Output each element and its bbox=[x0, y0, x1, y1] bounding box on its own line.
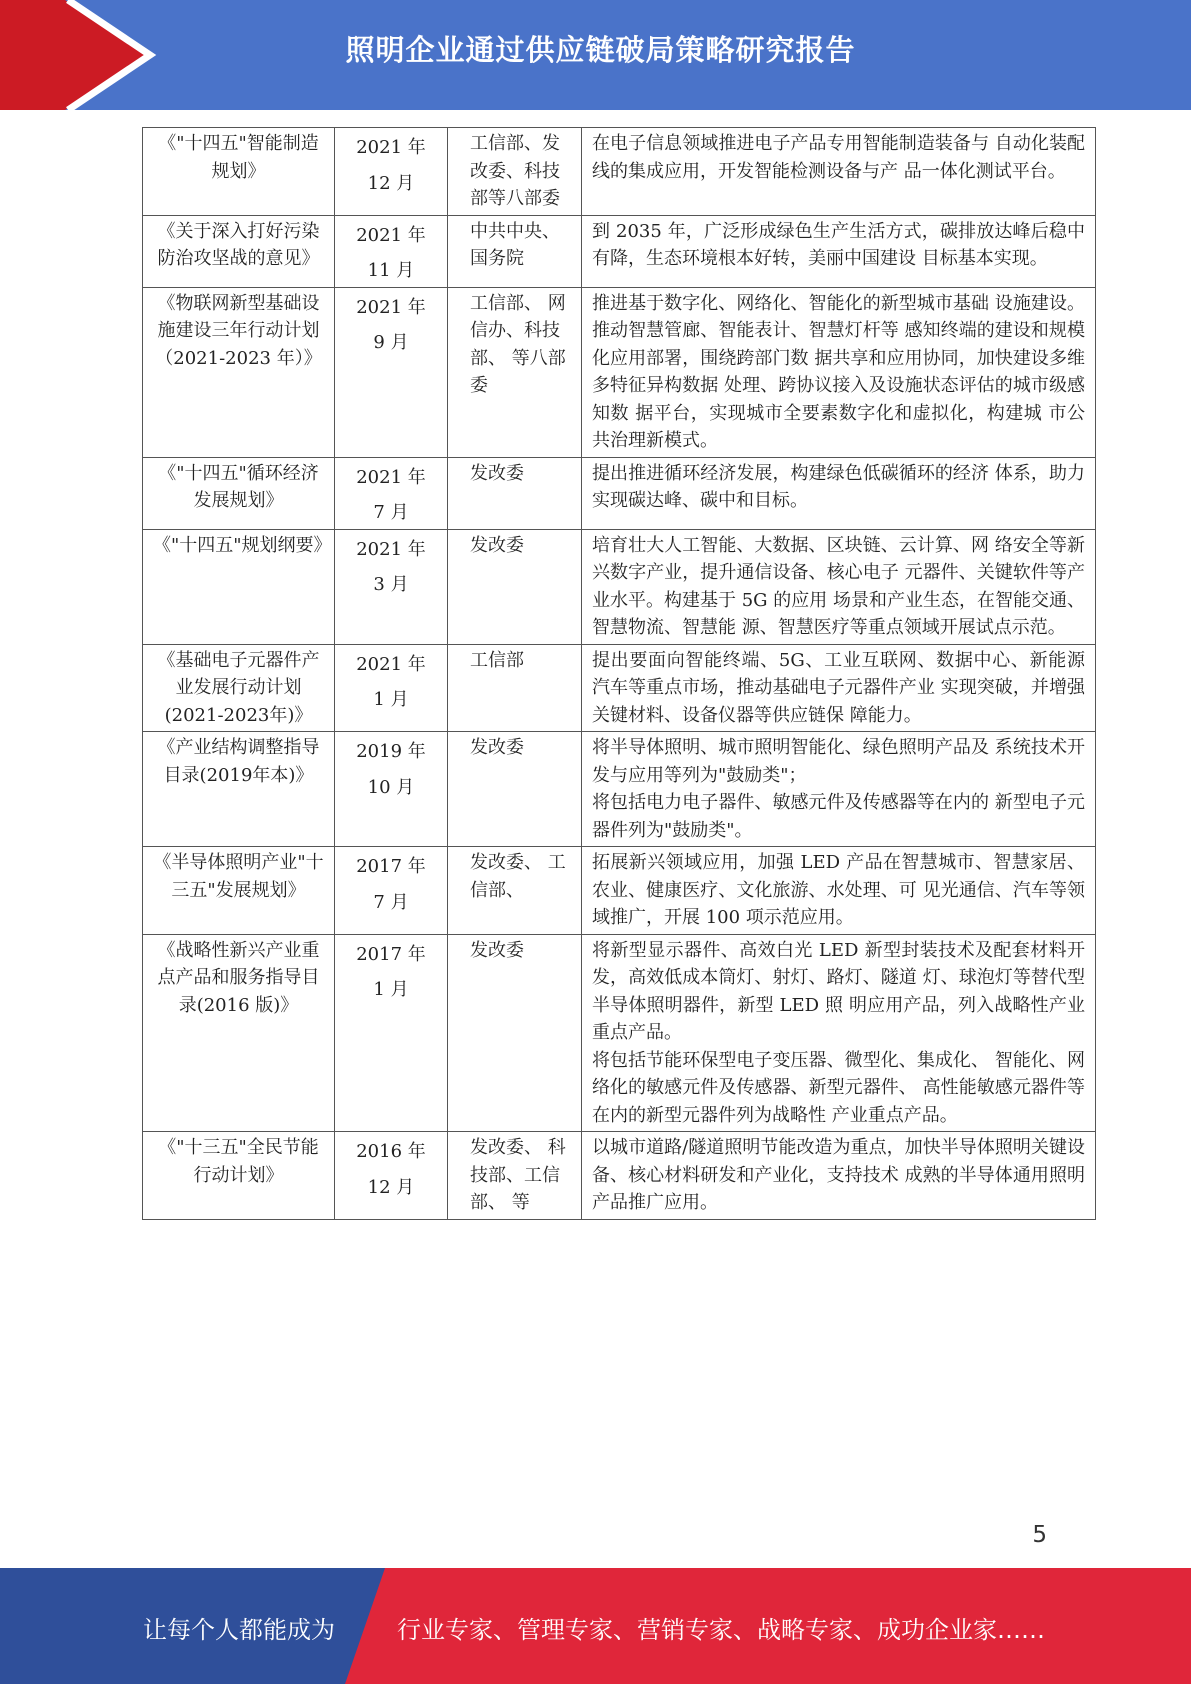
policy-department: 中共中央、国务院 bbox=[470, 220, 560, 269]
policy-year: 2017 年 bbox=[356, 943, 426, 965]
policy-date-cell bbox=[335, 529, 448, 644]
policy-name-cell: 《"十四五"规划纲要》 bbox=[143, 529, 335, 644]
policy-year: 2017 年 bbox=[356, 856, 426, 877]
policy-description-paragraph: 培育壮大人工智能、大数据、区块链、云计算、网 络安全等新兴数字产业，提升通信设备、核心电子 元器件、关键软件等产业水平。构建基于 5G 的应用 场景和产业生态，在智能交通、智慧物流、智慧能 源、智慧医疗等重点领域开展试点示范。 bbox=[592, 534, 1085, 638]
page-number: 5 bbox=[1032, 1522, 1047, 1548]
policy-description-cell bbox=[582, 128, 1096, 216]
policy-year: 2021 年 bbox=[356, 538, 426, 560]
footer-slogan-right: 行业专家、管理专家、营销专家、战略专家、成功企业家…… bbox=[397, 1616, 1045, 1644]
policy-description-cell bbox=[582, 287, 1096, 457]
policy-name-cell: 《"十三五"全民节能行动计划》 bbox=[143, 1132, 335, 1220]
table-row bbox=[143, 847, 1096, 935]
policy-year: 2021 年 bbox=[356, 466, 426, 488]
policy-year: 2021 年 bbox=[356, 653, 426, 675]
policy-name-cell: 《物联网新型基础设施建设三年行动计划（2021-2023 年）》 bbox=[143, 287, 335, 457]
policy-department: 发改委、 科技部、工信部、 等 bbox=[470, 1137, 566, 1213]
policy-department-cell bbox=[448, 732, 582, 847]
policy-date-cell bbox=[335, 287, 448, 457]
policy-description-paragraph: 将半导体照明、城市照明智能化、绿色照明产品及 系统技术开发与应用等列为"鼓励类"； bbox=[592, 737, 1085, 786]
policy-date-cell bbox=[335, 644, 448, 732]
policy-date-cell bbox=[335, 128, 448, 216]
policy-description-paragraph: 在电子信息领域推进电子产品专用智能制造装备与 自动化装配线的集成应用，开发智能检测设备与产 品一体化测试平台。 bbox=[592, 133, 1085, 182]
policy-month: 9 月 bbox=[373, 332, 409, 353]
policy-department-cell bbox=[448, 529, 582, 644]
policy-description-cell bbox=[582, 644, 1096, 732]
policy-department: 发改委 bbox=[470, 462, 524, 484]
policy-name-cell: 《半导体照明产业"十三五"发展规划》 bbox=[143, 847, 335, 935]
policy-date-cell bbox=[335, 934, 448, 1132]
policy-department-cell bbox=[448, 847, 582, 935]
page-footer bbox=[0, 1568, 1191, 1684]
policy-month: 1 月 bbox=[373, 689, 409, 710]
policy-month: 7 月 bbox=[373, 891, 409, 913]
table-row bbox=[143, 732, 1096, 847]
policy-year: 2021 年 bbox=[356, 296, 426, 318]
policy-name-cell: 《关于深入打好污染防治攻坚战的意见》 bbox=[143, 215, 335, 287]
policy-date-cell bbox=[335, 847, 448, 935]
policy-description-cell bbox=[582, 457, 1096, 529]
policy-department: 发改委、 工信部、 bbox=[470, 852, 566, 901]
policy-department-cell bbox=[448, 457, 582, 529]
policy-department-cell bbox=[448, 1132, 582, 1220]
table-row bbox=[143, 287, 1096, 457]
policy-department-cell bbox=[448, 934, 582, 1132]
policy-description-paragraph: 拓展新兴领域应用，加强 LED 产品在智慧城市、智慧家居、农业、健康医疗、文化旅游、水处理、可 见光通信、汽车等领域推广，开展 100 项示范应用。 bbox=[592, 852, 1085, 928]
table-row bbox=[143, 457, 1096, 529]
policy-month: 10 月 bbox=[367, 776, 415, 798]
policy-month: 12 月 bbox=[367, 1176, 415, 1198]
footer-slogan-left: 让每个人都能成为 bbox=[143, 1616, 335, 1644]
policy-month: 7 月 bbox=[373, 502, 409, 523]
policy-date-cell bbox=[335, 457, 448, 529]
policy-month: 3 月 bbox=[373, 574, 409, 595]
page-header bbox=[0, 0, 1191, 110]
policy-month: 12 月 bbox=[367, 172, 415, 194]
policy-department-cell bbox=[448, 215, 582, 287]
policy-description-cell bbox=[582, 529, 1096, 644]
policy-description-paragraph: 提出推进循环经济发展，构建绿色低碳循环的经济 体系，助力实现碳达峰、碳中和目标。 bbox=[592, 462, 1085, 511]
policy-name-cell: 《基础电子元器件产业发展行动计划(2021-2023年)》 bbox=[143, 644, 335, 732]
policy-description-cell bbox=[582, 1132, 1096, 1220]
table-row bbox=[143, 644, 1096, 732]
policy-description-paragraph: 到 2035 年，广泛形成绿色生产生活方式，碳排放达峰后稳中有降，生态环境根本好转，美丽中国建设 目标基本实现。 bbox=[592, 220, 1085, 269]
policy-date-cell bbox=[335, 1132, 448, 1220]
policy-table bbox=[142, 127, 1096, 1220]
policy-description-paragraph: 将包括节能环保型电子变压器、微型化、集成化、 智能化、网络化的敏感元件及传感器、新型元器件、 高性能敏感元器件等在内的新型元器件列为战略性 产业重点产品。 bbox=[592, 1049, 1085, 1126]
policy-description-paragraph: 提出要面向智能终端、5G、工业互联网、数据中心、新能源汽车等重点市场，推动基础电子元器件产业 实现突破，并增强关键材料、设备仪器等供应链保 障能力。 bbox=[592, 649, 1085, 726]
policy-month: 1 月 bbox=[373, 979, 409, 1000]
policy-description-cell bbox=[582, 215, 1096, 287]
policy-year: 2019 年 bbox=[356, 741, 426, 762]
policy-description-paragraph: 将包括电力电子器件、敏感元件及传感器等在内的 新型电子元器件列为"鼓励类"。 bbox=[592, 792, 1085, 841]
table-row bbox=[143, 934, 1096, 1132]
table-row bbox=[143, 215, 1096, 287]
policy-description-cell bbox=[582, 847, 1096, 935]
policy-description-cell bbox=[582, 934, 1096, 1132]
policy-department-cell bbox=[448, 644, 582, 732]
policy-department-cell bbox=[448, 287, 582, 457]
policy-description-paragraph: 推进基于数字化、网络化、智能化的新型城市基础 设施建设。推动智慧管廊、智能表计、智慧灯杆等 感知终端的建设和规模化应用部署，围绕跨部门数 据共享和应用协同，加快建设多维多特征异构数据 处理、跨协议接入及设施状态评估的城市级感知数 据平台，实现城市全要素数字化和虚拟化，构建城 市公共治理新模式。 bbox=[592, 292, 1085, 451]
policy-name-cell: 《产业结构调整指导目录(2019年本)》 bbox=[143, 732, 335, 847]
policy-name-cell: 《战略性新兴产业重点产品和服务指导目录(2016 版)》 bbox=[143, 934, 335, 1132]
policy-department: 工信部、发改委、科技部等八部委 bbox=[470, 133, 560, 209]
policy-department: 工信部、 网信办、科技部、 等八部委 bbox=[470, 292, 566, 396]
policy-month: 11 月 bbox=[367, 260, 415, 281]
table-row bbox=[143, 1132, 1096, 1220]
table-row bbox=[143, 128, 1096, 216]
policy-date-cell bbox=[335, 215, 448, 287]
policy-description-paragraph: 将新型显示器件、高效白光 LED 新型封装技术及配套材料开发，高效低成本筒灯、射灯、路灯、隧道 灯、球泡灯等替代型半导体照明器件，新型 LED 照 明应用产品，列入战略性产业重点产品。 bbox=[592, 939, 1085, 1043]
policy-date-cell bbox=[335, 732, 448, 847]
policy-name-cell: 《"十四五"智能制造规划》 bbox=[143, 128, 335, 216]
policy-year: 2021 年 bbox=[356, 224, 426, 246]
policy-description-paragraph: 以城市道路/隧道照明节能改造为重点，加快半导体照明关键设备、核心材料研发和产业化，支持技术 成熟的半导体通用照明产品推广应用。 bbox=[592, 1137, 1085, 1213]
policy-department-cell bbox=[448, 128, 582, 216]
policy-name-cell: 《"十四五"循环经济发展规划》 bbox=[143, 457, 335, 529]
policy-department: 发改委 bbox=[470, 737, 524, 758]
policy-department: 发改委 bbox=[470, 939, 524, 961]
policy-year: 2021 年 bbox=[356, 137, 426, 158]
report-title: 照明企业通过供应链破局策略研究报告 bbox=[345, 33, 856, 67]
table-row bbox=[143, 529, 1096, 644]
policy-department: 发改委 bbox=[470, 534, 524, 556]
policy-department: 工信部 bbox=[470, 649, 524, 671]
policy-year: 2016 年 bbox=[356, 1141, 426, 1162]
policy-description-cell bbox=[582, 732, 1096, 847]
